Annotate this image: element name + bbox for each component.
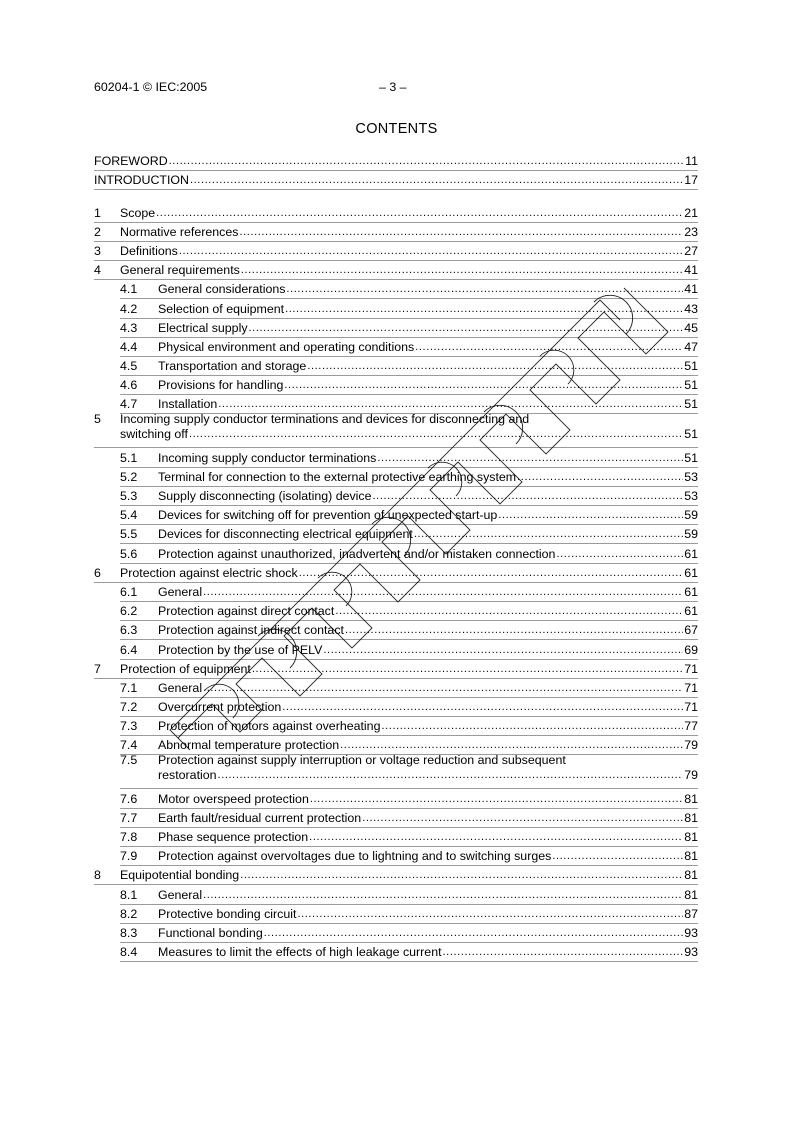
toc-entry: [94, 658, 698, 677]
toc-entry: [94, 864, 698, 883]
toc-entry-number: 6: [94, 565, 101, 580]
toc-entry-number: 5.5: [120, 527, 138, 542]
toc-entry-page: 79: [684, 738, 698, 753]
dot-leader: [362, 811, 683, 826]
toc-entry: [94, 619, 698, 638]
toc-entry: [94, 446, 698, 465]
row-divider: [120, 961, 698, 962]
toc-entry-page: 41: [684, 282, 698, 297]
toc-entry: [94, 466, 698, 485]
toc-entry-title: Normative references: [120, 224, 239, 239]
toc-entry-title: Protection against direct contact: [158, 604, 335, 619]
table-of-contents: [94, 150, 698, 960]
toc-entry-title: Incoming supply conductor terminations: [158, 450, 377, 465]
toc-entry-title-continued: restoration: [158, 768, 217, 783]
toc-entry-page: 81: [684, 849, 698, 864]
toc-entry-title: General: [158, 887, 203, 902]
toc-entry-number: 7.9: [120, 849, 138, 864]
dot-leader: [190, 173, 683, 188]
dot-leader: [340, 738, 683, 753]
toc-entry-number: 8.2: [120, 906, 138, 921]
dot-leader: [240, 868, 683, 883]
toc-entry: [94, 485, 698, 504]
toc-entry-number: 5.1: [120, 450, 138, 465]
toc-entry-number: 3: [94, 243, 101, 258]
toc-entry-page: 87: [684, 906, 698, 921]
toc-entry-title: Terminal for connection to the external protective earthing system: [158, 469, 517, 484]
dot-leader: [443, 945, 684, 960]
toc-entry-number: 2: [94, 224, 101, 239]
toc-entry-number: 6.4: [120, 642, 138, 657]
toc-entry: [94, 677, 698, 696]
toc-entry-number: 4.1: [120, 282, 138, 297]
toc-entry: [94, 393, 698, 412]
toc-entry-title: Phase sequence protection: [158, 830, 309, 844]
toc-entry-number: 5.3: [120, 489, 138, 503]
toc-entry-number: 7.1: [120, 680, 138, 695]
toc-entry-page: 81: [684, 791, 698, 806]
toc-entry: [94, 845, 698, 864]
toc-entry-title: Protection against indirect contact: [158, 623, 344, 638]
toc-entry: [94, 542, 698, 561]
toc-entry-number: 6.1: [120, 584, 138, 599]
toc-entry: [94, 504, 698, 523]
toc-entry-page: 53: [684, 489, 698, 503]
toc-entry-title: Overcurrent protection: [158, 700, 282, 715]
toc-entry-number: 7: [94, 661, 101, 676]
toc-entry: [94, 412, 698, 446]
toc-entry-page: 51: [684, 359, 698, 374]
dot-leader: [309, 830, 683, 845]
dot-leader: [415, 340, 683, 355]
toc-entry-number: 6.3: [120, 623, 138, 638]
toc-entry-title: Devices for disconnecting electrical equipment: [158, 527, 413, 542]
toc-entry-number: 7.5: [120, 753, 138, 768]
toc-entry-title: Provisions for handling: [158, 378, 284, 393]
toc-entry-title: Earth fault/residual current protection: [158, 810, 362, 825]
toc-entry-number: 4.3: [120, 320, 138, 335]
toc-entry-title: Protection against electric shock: [120, 565, 298, 580]
dot-leader: [299, 566, 684, 581]
toc-entry: [94, 734, 698, 753]
row-divider: [94, 189, 698, 190]
toc-entry: [94, 150, 698, 169]
toc-entry-page: 23: [684, 224, 698, 239]
toc-entry: [94, 169, 698, 188]
dot-leader: [556, 547, 683, 562]
toc-entry-title: Protection against overvoltages due to lightning and to switching surges: [158, 849, 552, 864]
toc-entry-title: FOREWORD: [94, 154, 168, 169]
toc-entry-page: 59: [684, 527, 698, 542]
toc-entry: [94, 201, 698, 220]
toc-entry-number: 5: [94, 412, 101, 427]
toc-entry-page: 81: [684, 868, 698, 883]
toc-entry: [94, 581, 698, 600]
toc-entry-number: 4.5: [120, 359, 138, 374]
toc-entry-page: 77: [684, 719, 698, 734]
toc-entry: [94, 278, 698, 297]
toc-entry-title-continued: switching off: [120, 427, 188, 442]
dot-leader: [552, 849, 683, 864]
toc-entry-number: 4: [94, 263, 101, 278]
dot-leader: [377, 451, 683, 466]
toc-entry: [94, 696, 698, 715]
dot-leader: [517, 470, 683, 485]
page-header: [94, 80, 697, 96]
toc-entry: [94, 297, 698, 316]
toc-entry-page: 81: [684, 830, 698, 844]
toc-entry-page: 51: [684, 397, 698, 412]
dot-leader: [381, 719, 683, 734]
dot-leader: [189, 427, 683, 442]
toc-entry-page: 93: [684, 925, 698, 940]
dot-leader: [335, 604, 683, 619]
dot-leader: [179, 244, 683, 259]
toc-entry-page: 69: [684, 642, 698, 657]
dot-leader: [264, 926, 683, 941]
toc-entry-number: 4.6: [120, 378, 138, 393]
dot-leader: [241, 263, 683, 278]
toc-entry-page: 61: [684, 565, 698, 580]
toc-entry-page: 59: [684, 508, 698, 523]
toc-entry: [94, 753, 698, 787]
toc-entry: [94, 807, 698, 826]
toc-entry-title: Supply disconnecting (isolating) device: [158, 489, 372, 503]
page-number: – 3 –: [379, 80, 407, 94]
toc-entry-page: 47: [684, 339, 698, 354]
toc-entry-number: 7.8: [120, 830, 138, 844]
toc-entry-number: 1: [94, 205, 101, 220]
toc-entry-page: 81: [684, 887, 698, 902]
toc-entry-page: 43: [684, 301, 698, 316]
toc-entry-page: 45: [684, 320, 698, 335]
toc-entry-number: 7.2: [120, 700, 138, 715]
toc-entry: [94, 374, 698, 393]
toc-entry-number: 6.2: [120, 604, 138, 619]
toc-entry: [94, 787, 698, 806]
toc-entry: [94, 826, 698, 845]
toc-entry-title: Protection of equipment: [120, 661, 251, 676]
toc-entry: [94, 883, 698, 902]
toc-entry-page: 93: [684, 945, 698, 960]
toc-entry: [94, 221, 698, 240]
toc-entry-page: 61: [684, 604, 698, 619]
toc-entry: [94, 600, 698, 619]
document-reference: 60204-1 © IEC:2005: [94, 80, 208, 94]
toc-entry-page: 81: [684, 810, 698, 825]
toc-entry-page: 41: [684, 263, 698, 278]
dot-leader: [218, 768, 684, 783]
toc-entry: [94, 523, 698, 542]
toc-entry-number: 8.3: [120, 925, 138, 940]
toc-entry-number: 7.6: [120, 791, 138, 806]
dot-leader: [307, 359, 683, 374]
toc-entry-title: Installation: [158, 397, 218, 412]
dot-leader: [373, 489, 684, 504]
dot-leader: [203, 681, 683, 696]
toc-entry: [94, 638, 698, 657]
toc-entry-page: 27: [684, 243, 698, 258]
dot-leader: [156, 206, 683, 221]
toc-entry-title: INTRODUCTION: [94, 173, 189, 188]
toc-entry-title: Incoming supply conductor terminations and devices for disconnecting and: [120, 412, 530, 427]
dot-leader: [203, 585, 683, 600]
dot-leader: [286, 282, 683, 297]
toc-entry-title: Devices for switching off for prevention of unexpected start-up: [158, 508, 498, 523]
toc-entry-title: Electrical supply: [158, 320, 248, 335]
contents-title: CONTENTS: [355, 121, 438, 137]
toc-entry-title: Definitions: [120, 243, 178, 258]
toc-entry-number: 5.4: [120, 508, 138, 523]
toc-entry: [94, 903, 698, 922]
toc-entry-page: 71: [684, 661, 698, 676]
toc-entry-number: 7.4: [120, 738, 138, 753]
dot-leader: [323, 643, 683, 658]
dot-leader: [297, 907, 683, 922]
toc-entry: [94, 562, 698, 581]
toc-entry-title: Measures to limit the effects of high leakage current: [158, 945, 442, 960]
toc-entry-title: General requirements: [120, 263, 240, 278]
toc-entry-page: 71: [684, 680, 698, 695]
toc-entry-page: 51: [684, 378, 698, 393]
toc-entry-number: 8.1: [120, 887, 138, 902]
dot-leader: [285, 302, 683, 317]
toc-entry: [94, 941, 698, 960]
dot-leader: [169, 154, 684, 169]
dot-leader: [414, 527, 683, 542]
toc-entry-page: 61: [684, 546, 698, 561]
toc-entry-title: Equipotential bonding: [120, 868, 240, 883]
toc-entry-title: General considerations: [158, 282, 286, 297]
toc-entry-title: General: [158, 584, 203, 599]
toc-entry-title: Protection against supply interruption or voltage reduction and subsequent: [158, 753, 566, 768]
toc-entry: [94, 240, 698, 259]
toc-entry-page: 51: [684, 427, 698, 442]
toc-entry: [94, 336, 698, 355]
toc-entry: [94, 922, 698, 941]
dot-leader: [310, 792, 683, 807]
toc-entry-page: 53: [684, 469, 698, 484]
toc-entry-page: 17: [684, 173, 698, 188]
toc-entry: [94, 355, 698, 374]
toc-entry-title: Transportation and storage: [158, 359, 307, 374]
toc-entry-page: 61: [684, 584, 698, 599]
toc-entry: [94, 715, 698, 734]
toc-entry-title: Protective bonding circuit: [158, 906, 297, 921]
toc-entry-number: 7.3: [120, 719, 138, 734]
toc-entry-number: 7.7: [120, 810, 138, 825]
toc-entry-title: Functional bonding: [158, 925, 263, 940]
toc-entry-title: General: [158, 680, 203, 695]
dot-leader: [252, 662, 683, 677]
dot-leader: [498, 508, 683, 523]
toc-entry-number: 5.2: [120, 469, 138, 484]
toc-entry-title: Abnormal temperature protection: [158, 738, 340, 753]
toc-entry-page: 51: [684, 450, 698, 465]
toc-entry-page: 11: [685, 154, 698, 169]
toc-entry-title: Protection by the use of PELV: [158, 642, 323, 657]
toc-entry-number: 5.6: [120, 546, 138, 561]
toc-entry-title: Motor overspeed protection: [158, 791, 309, 806]
dot-leader: [345, 623, 683, 638]
toc-entry-page: 71: [684, 700, 698, 715]
dot-leader: [239, 225, 683, 240]
toc-entry-page: 67: [684, 623, 698, 638]
toc-entry-title: Physical environment and operating conditions: [158, 339, 415, 354]
dot-leader: [282, 700, 683, 715]
toc-entry-number: 8.4: [120, 945, 138, 960]
toc-entry-number: 4.7: [120, 397, 138, 412]
toc-entry: [94, 259, 698, 278]
toc-entry-number: 4.4: [120, 339, 138, 354]
toc-entry: [94, 317, 698, 336]
toc-entry-number: 8: [94, 868, 101, 883]
toc-entry-page: 21: [684, 205, 698, 220]
dot-leader: [203, 888, 683, 903]
toc-entry-title: Scope: [120, 205, 156, 220]
toc-entry-number: 4.2: [120, 301, 138, 316]
toc-entry-title: Selection of equipment: [158, 301, 285, 316]
dot-leader: [284, 378, 683, 393]
toc-entry-title: Protection of motors against overheating: [158, 719, 381, 734]
dot-leader: [249, 321, 684, 336]
toc-entry-page: 79: [684, 768, 698, 783]
toc-entry-title: Protection against unauthorized, inadvertent and/or mistaken connection: [158, 546, 556, 561]
dot-leader: [218, 397, 683, 412]
